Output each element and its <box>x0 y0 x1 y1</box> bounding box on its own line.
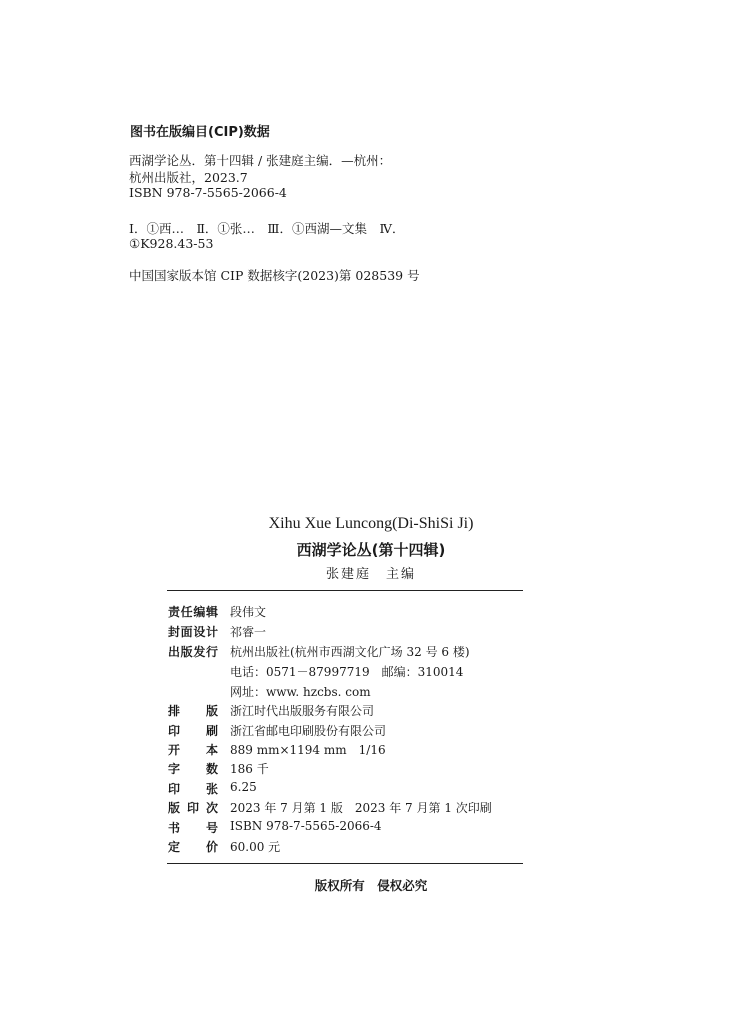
colophon-label: 责任编辑 <box>168 605 218 619</box>
cip-isbn-line: ISBN 978-7-5565-2066-4 <box>129 185 287 200</box>
colophon-value: 186 千 <box>230 762 269 776</box>
colophon-value: 段伟文 <box>230 605 267 619</box>
colophon-label: 字数 <box>168 762 218 776</box>
colophon-value: 网址：www. hzcbs. com <box>230 685 371 699</box>
pinyin-title: Xihu Xue Luncong(Di-ShiSi Ji) <box>268 515 474 532</box>
colophon-value: 祁睿一 <box>230 625 267 639</box>
book-editor: 张建庭 主编 <box>325 567 416 582</box>
book-title: 西湖学论丛(第十四辑) <box>296 541 446 559</box>
colophon-label: 封面设计 <box>168 625 218 639</box>
colophon-top-rule <box>167 590 523 591</box>
colophon-label: 定价 <box>168 840 218 854</box>
cip-verification-number: 中国国家版本馆 CIP 数据核字(2023)第 028539 号 <box>129 268 420 283</box>
colophon-value: ISBN 978-7-5565-2066-4 <box>230 819 382 833</box>
colophon-bottom-rule <box>167 863 523 864</box>
colophon-value: 60.00 元 <box>230 840 281 854</box>
colophon-value: 6.25 <box>230 780 257 794</box>
cip-classification-code: ①K928.43-53 <box>129 236 214 251</box>
cip-line-1: 西湖学论丛．第十四辑 / 张建庭主编．—杭州： <box>129 153 392 168</box>
colophon-value: 889 mm×1194 mm 1/16 <box>230 743 386 757</box>
colophon-value: 杭州出版社(杭州市西湖文化广场 32 号 6 楼) <box>230 645 470 659</box>
colophon-value: 浙江时代出版服务有限公司 <box>230 704 375 718</box>
cip-classification-line: Ⅰ．①西… Ⅱ．①张… Ⅲ．①西湖—文集 Ⅳ． <box>129 221 405 236</box>
cip-heading: 图书在版编目(CIP)数据 <box>130 125 270 140</box>
colophon-label: 出版发行 <box>168 645 218 659</box>
colophon-label: 开本 <box>168 743 218 757</box>
colophon-label: 印刷 <box>168 724 218 738</box>
colophon-label: 排版 <box>168 704 218 718</box>
colophon-value: 2023 年 7 月第 1 版 2023 年 7 月第 1 次印刷 <box>230 801 492 815</box>
colophon-label: 书号 <box>168 821 218 835</box>
colophon-value: 电话：0571－87997719 邮编：310014 <box>230 665 464 679</box>
colophon-label: 版印次 <box>168 801 218 815</box>
cip-line-2: 杭州出版社，2023.7 <box>129 170 248 185</box>
colophon-value: 浙江省邮电印刷股份有限公司 <box>230 724 387 738</box>
colophon-label: 印张 <box>168 782 218 796</box>
copyright-notice: 版权所有 侵权必究 <box>314 878 428 893</box>
